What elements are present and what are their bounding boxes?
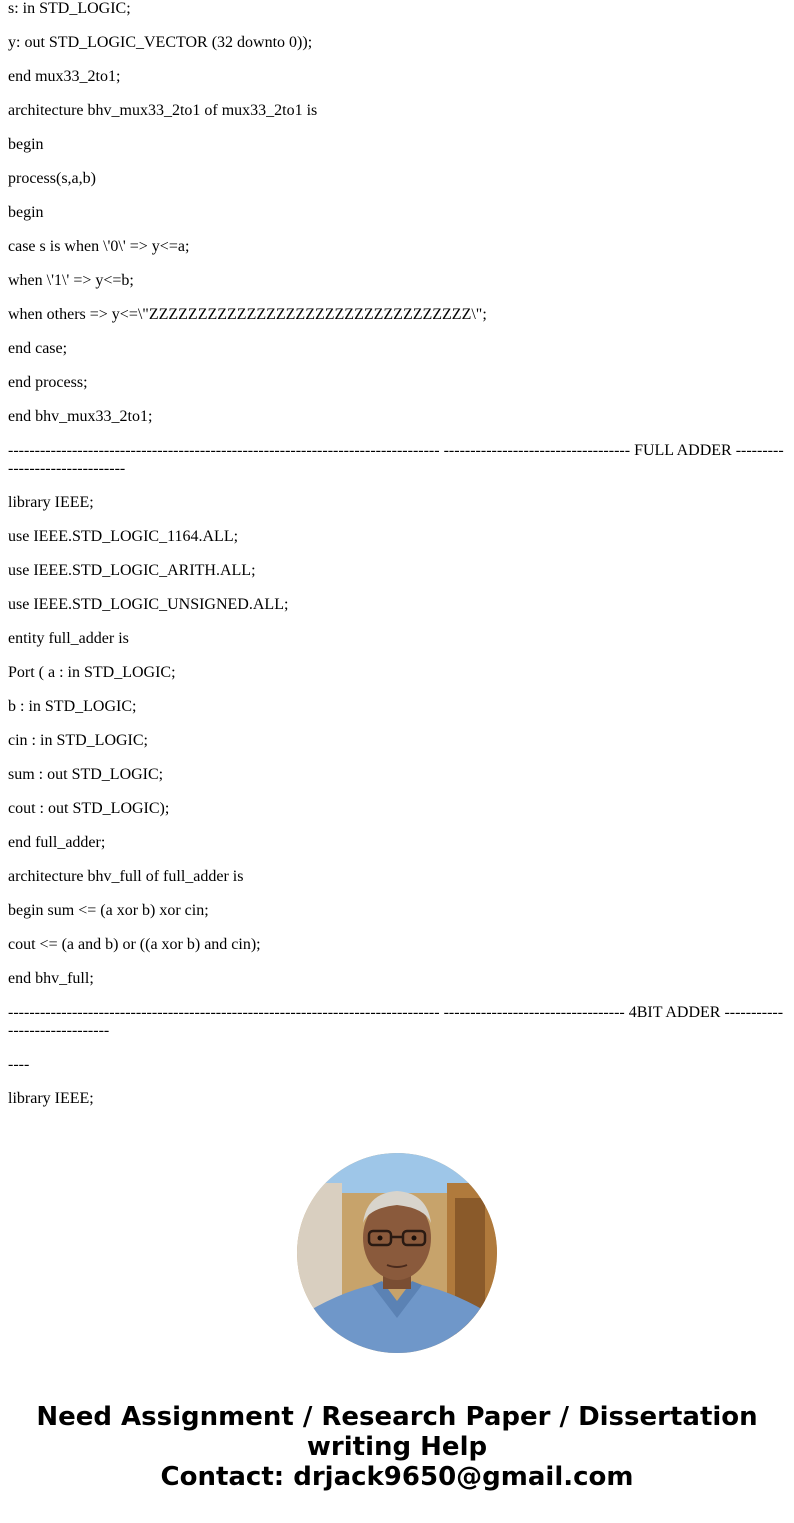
code-line: case s is when \'0\' => y<=a;: [8, 238, 190, 255]
code-line: end bhv_mux33_2to1;: [8, 408, 153, 425]
code-line: begin: [8, 136, 44, 153]
code-line: entity full_adder is: [8, 630, 129, 647]
code-line: cin : in STD_LOGIC;: [8, 732, 148, 749]
code-line: sum : out STD_LOGIC;: [8, 766, 164, 783]
code-line: use IEEE.STD_LOGIC_1164.ALL;: [8, 528, 239, 545]
promo-line-1: Need Assignment / Research Paper / Dissertation: [36, 1402, 758, 1432]
code-line: Port ( a : in STD_LOGIC;: [8, 664, 176, 681]
code-line: end bhv_full;: [8, 970, 94, 987]
code-line: end mux33_2to1;: [8, 68, 121, 85]
code-line: begin sum <= (a xor b) xor cin;: [8, 902, 209, 919]
code-line: s: in STD_LOGIC;: [8, 0, 131, 17]
code-line: library IEEE;: [8, 494, 94, 511]
code-line: end full_adder;: [8, 834, 106, 851]
code-listing: [8, 0, 786, 1124]
code-line: b : in STD_LOGIC;: [8, 698, 137, 715]
section-divider-4bit-adder: --------------------------------------------------------------------------------- ---------------------------------- 4BIT ADDER ------------------------------: [8, 1004, 784, 1039]
code-line: cout : out STD_LOGIC);: [8, 800, 170, 817]
code-line: library IEEE;: [8, 1090, 94, 1107]
section-divider-full-adder: --------------------------------------------------------------------------------- ----------------------------------- FULL ADDER -------------------------------: [8, 442, 784, 477]
author-portrait-icon: [297, 1153, 497, 1353]
promo-contact: Contact: drjack9650@gmail.com: [160, 1462, 634, 1492]
code-line: use IEEE.STD_LOGIC_ARITH.ALL;: [8, 562, 256, 579]
code-line: cout <= (a and b) or ((a xor b) and cin);: [8, 936, 261, 953]
code-line: end case;: [8, 340, 68, 357]
code-line: begin: [8, 204, 44, 221]
code-line: when \'1\' => y<=b;: [8, 272, 134, 289]
code-line: process(s,a,b): [8, 170, 96, 187]
author-avatar: [297, 1153, 497, 1353]
code-line: use IEEE.STD_LOGIC_UNSIGNED.ALL;: [8, 596, 289, 613]
code-line: y: out STD_LOGIC_VECTOR (32 downto 0));: [8, 34, 313, 51]
promo-line-2: writing Help: [306, 1432, 488, 1462]
code-line: ----: [8, 1056, 30, 1073]
promo-banner: [0, 1402, 794, 1492]
code-line: end process;: [8, 374, 88, 391]
code-line: when others => y<=\"ZZZZZZZZZZZZZZZZZZZZZZZZZZZZZZZZZ\";: [8, 306, 487, 323]
code-line: architecture bhv_full of full_adder is: [8, 868, 244, 885]
code-line: architecture bhv_mux33_2to1 of mux33_2to1 is: [8, 102, 318, 119]
